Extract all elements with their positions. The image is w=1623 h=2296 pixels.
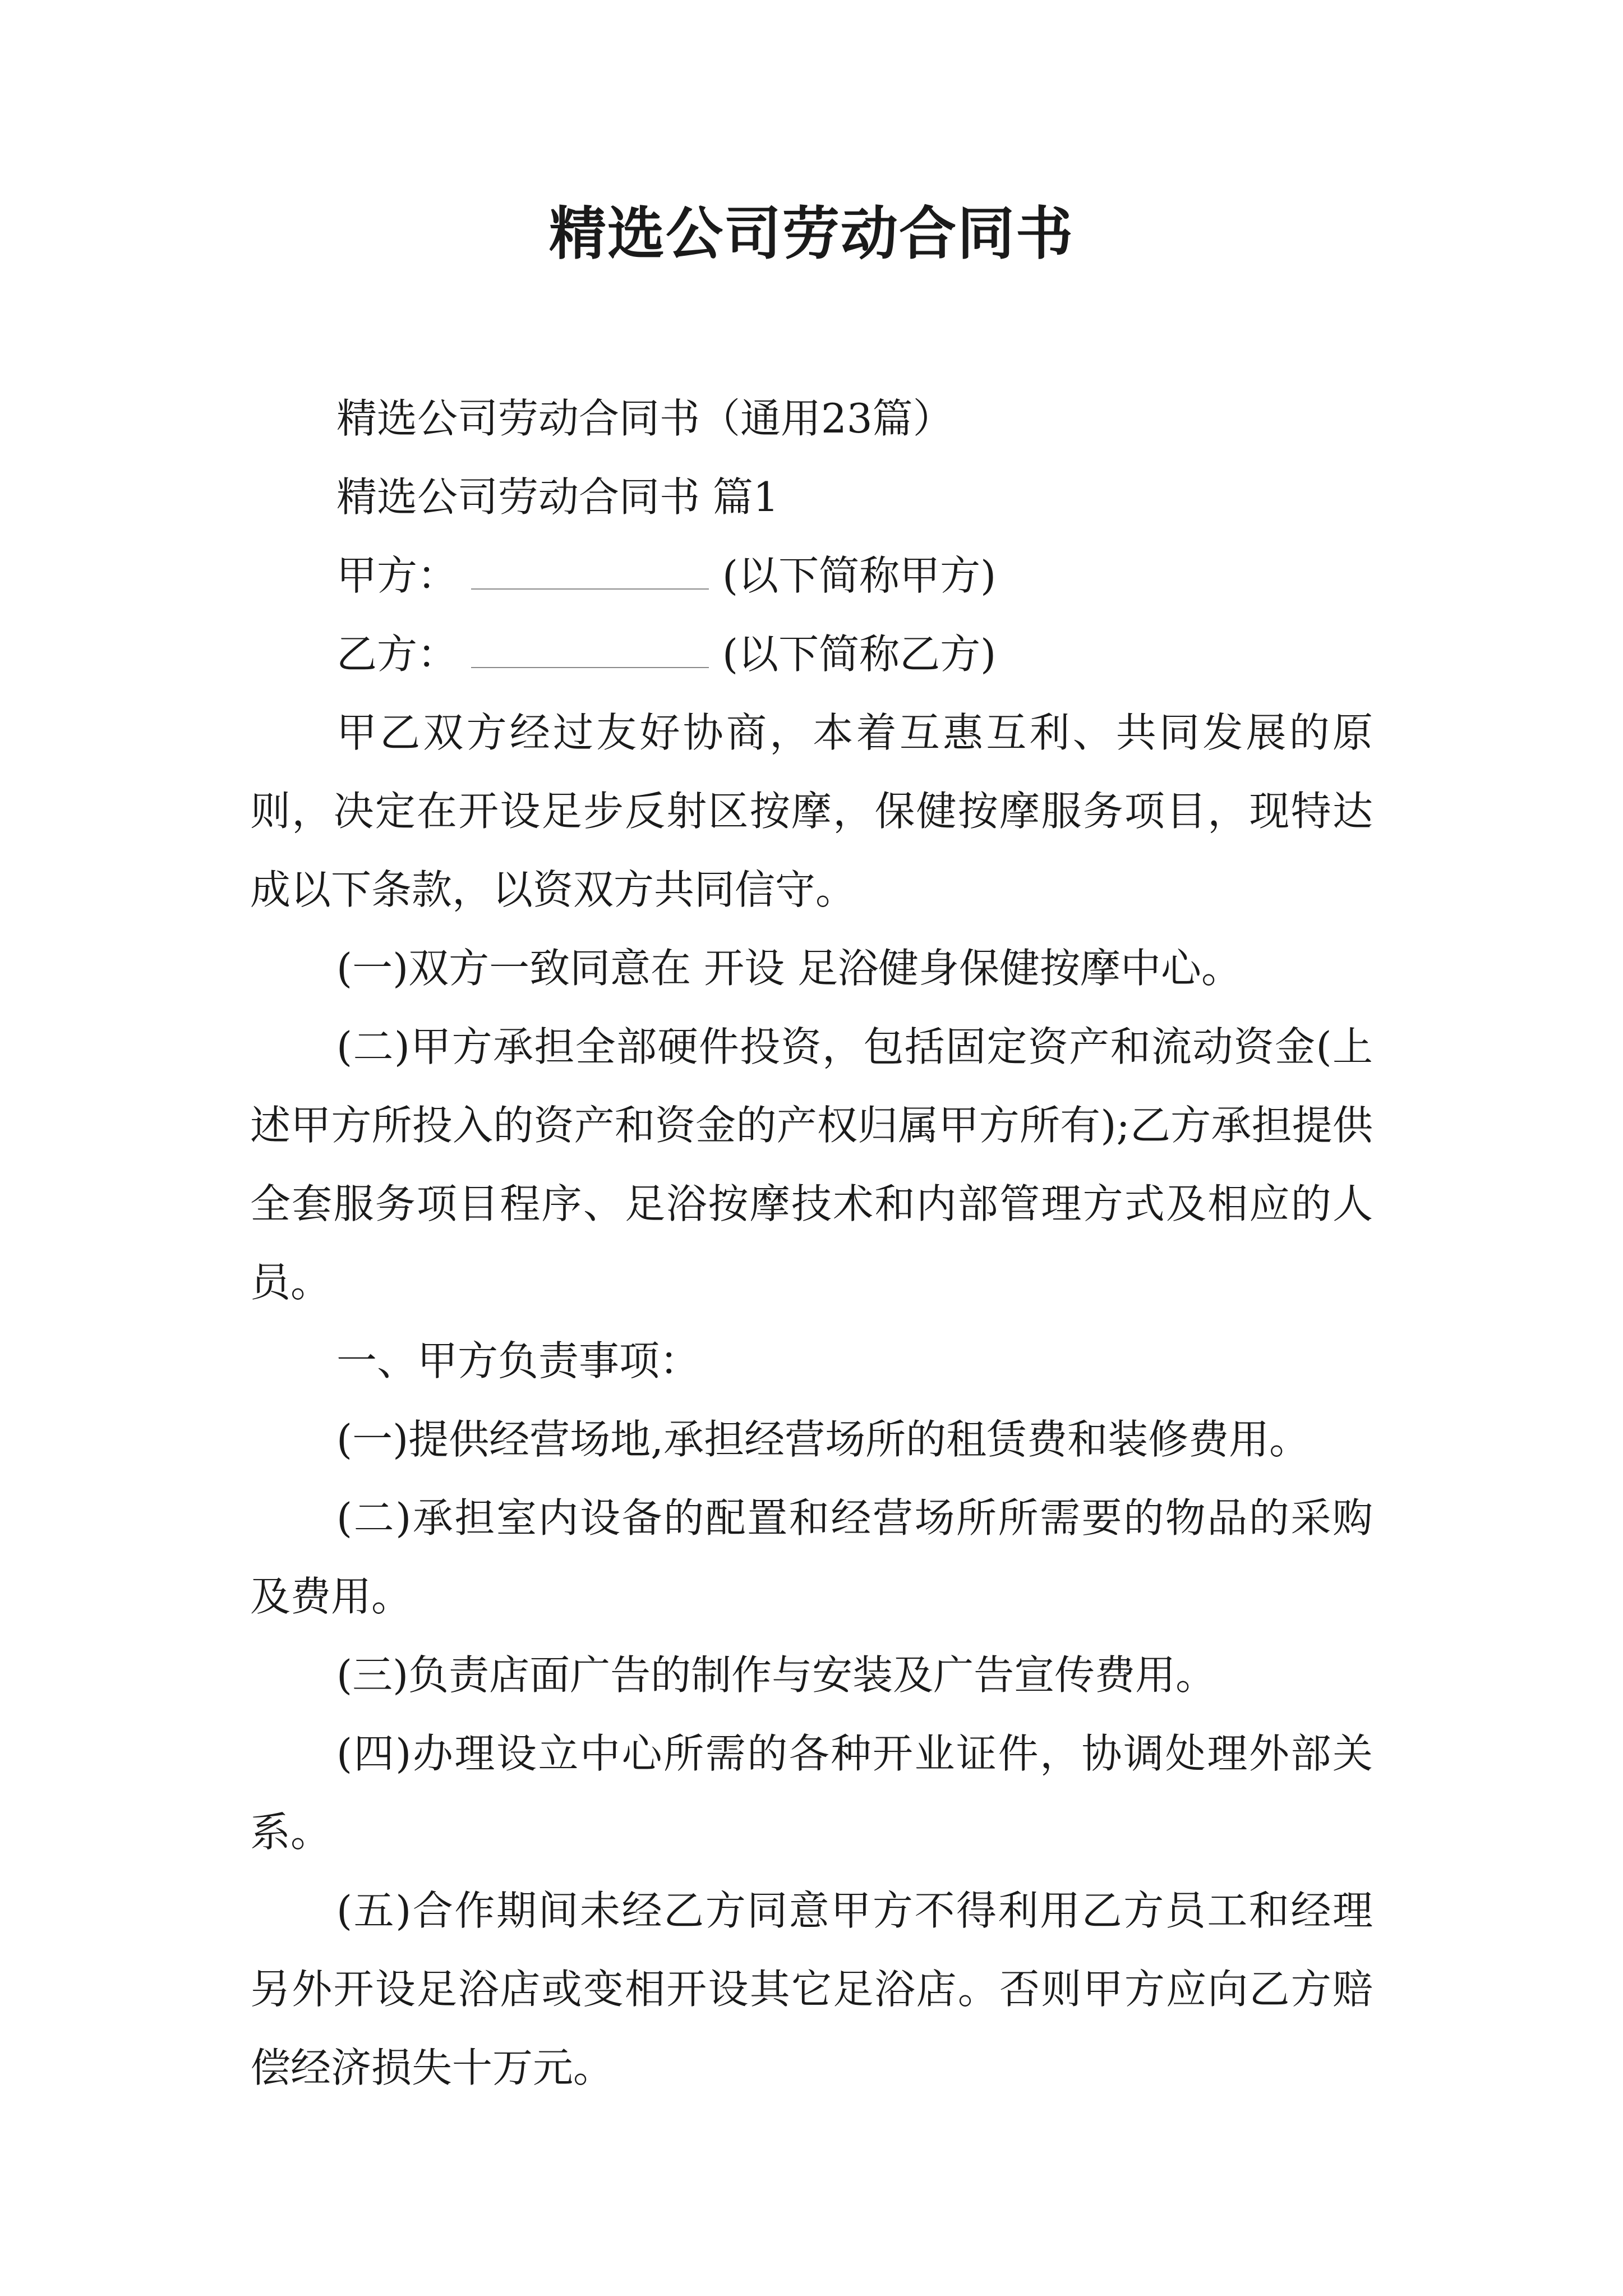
party-a-line: [250, 536, 1373, 615]
party-a-suffix: (以下简称甲方): [722, 552, 997, 599]
paragraph-a-4: (四)办理设立中心所需的各种开业证件，协调处理外部关系。: [250, 1730, 1373, 1856]
paragraph-clause-2: (二)甲方承担全部硬件投资，包括固定资产和流动资金(上述甲方所投入的资产和资金的产权归属甲方所有);乙方承担提供全套服务项目程序、足浴按摩技术和内部管理方式及相应的人员。: [250, 1023, 1373, 1306]
party-b-suffix: (以下简称乙方): [722, 631, 997, 678]
paragraph-a-5: (五)合作期间未经乙方同意甲方不得利用乙方员工和经理另外开设足浴店或变相开设其它足浴店。否则甲方应向乙方赔偿经济损失十万元。: [250, 1887, 1373, 2091]
paragraph-clause-1: (一)双方一致同意在 开设 足浴健身保健按摩中心。: [336, 945, 1242, 992]
party-b-blank: [471, 627, 709, 668]
document-subtitle: 精选公司劳动合同书（通用23篇）: [336, 395, 953, 442]
paragraph-a-3: (三)负责店面广告的制作与安装及广告宣传费用。: [336, 1651, 1216, 1699]
paragraph-a-2: (二)承担室内设备的配置和经营场所所需要的物品的采购及费用。: [250, 1494, 1373, 1620]
party-b-label: 乙方：: [336, 631, 458, 678]
chapter-heading: 精选公司劳动合同书 篇1: [336, 473, 779, 521]
document-body: [250, 379, 1373, 2107]
paragraph-a-1: (一)提供经营场地,承担经营场所的租赁费和装修费用。: [336, 1416, 1310, 1463]
party-b-line: [250, 615, 1373, 693]
party-a-label: 甲方：: [336, 552, 458, 599]
paragraph-intro: 甲乙双方经过友好协商，本着互惠互利、共同发展的原则，决定在开设足步反射区按摩，保健按摩服务项目，现特达成以下条款，以资双方共同信守。: [250, 709, 1373, 913]
document-title: 精选公司劳动合同书: [549, 200, 1074, 268]
party-a-blank: [471, 548, 709, 590]
section-heading-party-a: 一、甲方负责事项：: [336, 1337, 700, 1384]
